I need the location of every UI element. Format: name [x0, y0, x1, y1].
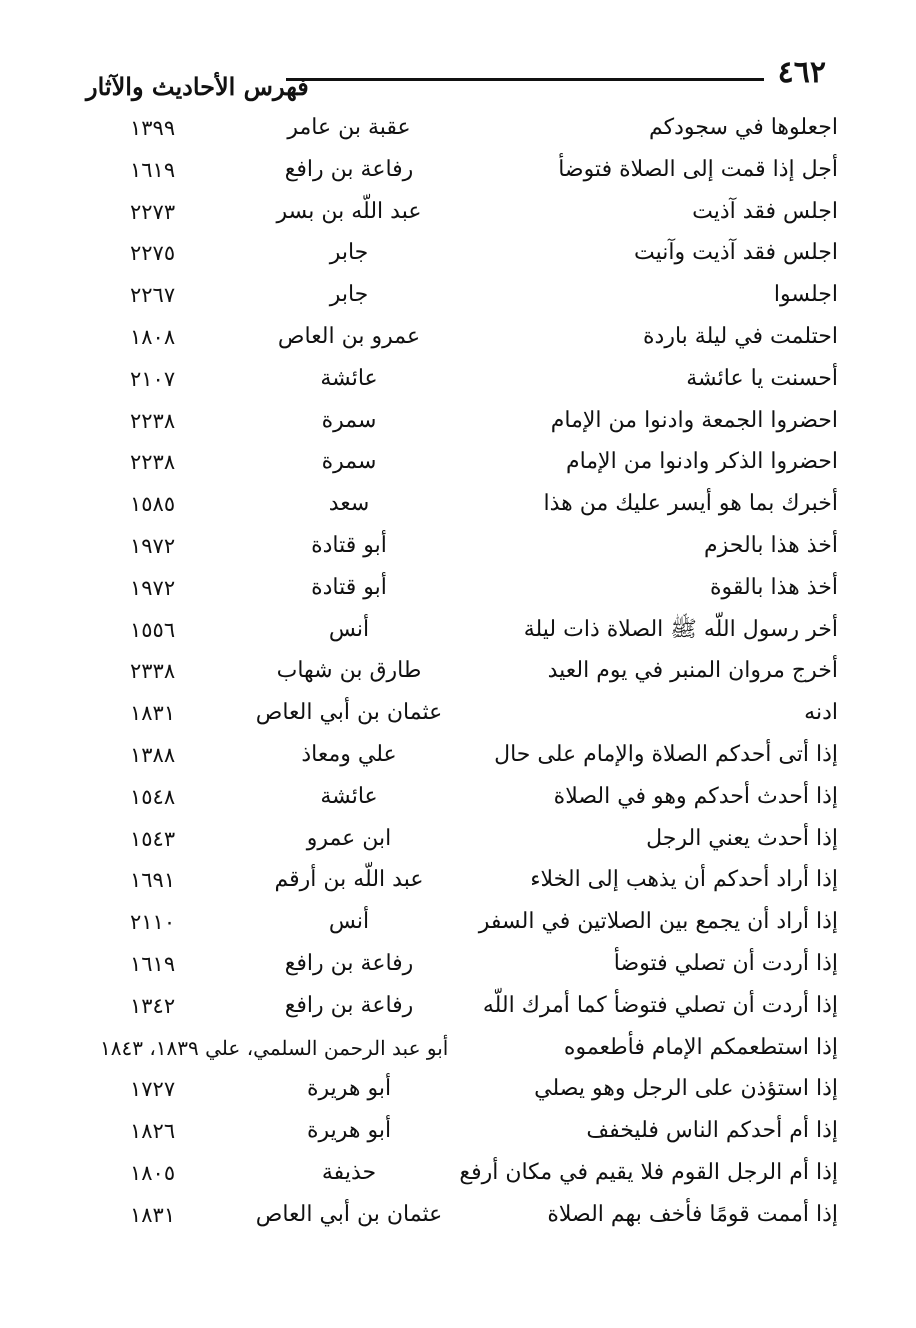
hadith-number: ٢٢٣٨	[130, 450, 176, 475]
hadith-number: ١٦٩١	[130, 868, 176, 893]
index-entry	[100, 484, 838, 526]
hadith-number: ١٩٧٢	[130, 533, 176, 558]
narrator-name: رفاعة بن رافع	[284, 156, 414, 182]
index-entry	[100, 1111, 838, 1153]
hadith-number: ٢٢٦٧	[130, 283, 176, 308]
narrator-name: سعد	[328, 491, 370, 517]
index-entry	[100, 735, 838, 777]
index-entry	[100, 819, 838, 861]
index-entry	[100, 1153, 838, 1195]
index-entry	[100, 526, 838, 568]
narrator-name: عائشة	[320, 365, 378, 391]
hadith-text: أخذ هذا بالحزم	[704, 532, 838, 558]
narrator-name: سمرة	[321, 407, 377, 433]
narrator-name: أبو هريرة	[306, 1076, 392, 1102]
hadith-index-list	[100, 108, 838, 1237]
narrator-name: أبو هريرة	[306, 1118, 392, 1144]
index-entry	[100, 192, 838, 234]
hadith-text: إذا أم الرجل القوم فلا يقيم في مكان أرفع	[459, 1159, 838, 1185]
narrator-name: عبد اللّه بن أرقم	[274, 867, 424, 893]
narrator-name: عثمان بن أبي العاص	[255, 700, 443, 726]
hadith-number: ١٥٥٦	[130, 617, 176, 642]
page-header	[86, 56, 826, 104]
hadith-number: ١٣٤٢	[130, 993, 176, 1018]
hadith-text: إذا أردت أن تصلي فتوضأ	[613, 950, 838, 976]
hadith-text: إذا استطعمكم الإمام فأطعموه	[563, 1034, 838, 1060]
hadith-text: اجلس فقد آذيت	[692, 198, 838, 224]
hadith-number: ٢٣٣٨	[130, 659, 176, 684]
hadith-number: ١٣٨٨	[130, 742, 176, 767]
index-entry	[100, 108, 838, 150]
hadith-text: اجلسوا	[773, 282, 838, 308]
hadith-text: أجل إذا قمت إلى الصلاة فتوضأ	[558, 156, 838, 182]
index-entry	[100, 233, 838, 275]
header-rule	[286, 78, 764, 81]
narrator-name: عثمان بن أبي العاص	[255, 1201, 443, 1227]
narrator-name: عائشة	[320, 783, 378, 809]
index-entry	[100, 1195, 838, 1237]
narrator-name: علي ومعاذ	[301, 741, 397, 767]
narrator-name: حذيفة	[321, 1159, 377, 1185]
narrator-name: جابر	[329, 282, 369, 308]
hadith-number: ١٨٠٨	[130, 324, 176, 349]
hadith-text: أخرج مروان المنبر في يوم العيد	[547, 658, 838, 684]
index-entry	[100, 1028, 838, 1070]
hadith-number: ١٦١٩	[130, 157, 176, 182]
hadith-number: ٢١١٠	[130, 910, 176, 935]
index-entry	[100, 777, 838, 819]
hadith-text: إذا أراد أحدكم أن يذهب إلى الخلاء	[530, 867, 838, 893]
hadith-text: احضروا الذكر وادنوا من الإمام	[565, 449, 838, 475]
hadith-number: ١٩٧٢	[130, 575, 176, 600]
running-title: فهرس الأحاديث والآثار	[86, 72, 309, 101]
narrator-name: عبد اللّه بن بسر	[276, 198, 422, 224]
hadith-number: ٢٢٧٥	[130, 241, 176, 266]
index-entry	[100, 902, 838, 944]
hadith-text: إذا استؤذن على الرجل وهو يصلي	[534, 1076, 838, 1102]
index-entry	[100, 1069, 838, 1111]
index-entry	[100, 651, 838, 693]
index-entry	[100, 568, 838, 610]
hadith-text: ادنه	[804, 700, 838, 726]
hadith-text: إذا أم أحدكم الناس فليخفف	[586, 1118, 838, 1144]
narrator-name: رفاعة بن رافع	[284, 992, 414, 1018]
index-entry	[100, 610, 838, 652]
hadith-number: ١٨٣١	[130, 1202, 176, 1227]
narrator-name: جابر	[329, 240, 369, 266]
index-entry	[100, 693, 838, 735]
narrator-name: ابن عمرو	[306, 825, 392, 851]
index-entry	[100, 317, 838, 359]
narrator-name: طارق بن شهاب	[276, 658, 422, 684]
hadith-text: أخذ هذا بالقوة	[709, 574, 838, 600]
index-entry	[100, 150, 838, 192]
index-entry	[100, 401, 838, 443]
narrator-name: أبو قتادة	[311, 574, 387, 600]
hadith-number: ٢١٠٧	[130, 366, 176, 391]
hadith-number: ٢٢٧٣	[130, 199, 176, 224]
page-number: ٤٦٢	[777, 55, 826, 90]
narrator-name: سمرة	[321, 449, 377, 475]
hadith-number: ١٣٩٩	[130, 116, 176, 140]
hadith-text: احتلمت في ليلة باردة	[643, 323, 838, 349]
narrator-name: أنس	[328, 909, 370, 935]
hadith-number: ١٥٤٣	[130, 826, 176, 851]
hadith-text: اجلس فقد آذيت وآنيت	[634, 240, 838, 266]
hadith-text: إذا أحدث يعني الرجل	[646, 825, 838, 851]
narrator-name: أنس	[328, 616, 370, 642]
hadith-number: ١٨٣١	[130, 701, 176, 726]
hadith-text: إذا أراد أن يجمع بين الصلاتين في السفر	[478, 909, 838, 935]
hadith-text: أخر رسول اللّه ﷺ الصلاة ذات ليلة	[523, 616, 838, 642]
hadith-text: إذا أتى أحدكم الصلاة والإمام على حال	[494, 741, 838, 767]
hadith-text: إذا أحدث أحدكم وهو في الصلاة	[553, 783, 838, 809]
hadith-number: ١٧٢٧	[130, 1077, 176, 1102]
hadith-text: أحسنت يا عائشة	[686, 365, 838, 391]
hadith-number: ١٦١٩	[130, 951, 176, 976]
index-entry	[100, 860, 838, 902]
index-entry	[100, 359, 838, 401]
index-entry	[100, 442, 838, 484]
hadith-text: إذا أردت أن تصلي فتوضأ كما أمرك اللّه	[482, 992, 838, 1018]
narrator-name: أبو عبد الرحمن السلمي، علي ١٨٣٩، ١٨٤٣	[100, 1035, 449, 1060]
index-entry	[100, 944, 838, 986]
narrator-name: رفاعة بن رافع	[284, 950, 414, 976]
hadith-text: إذا أممت قومًا فأخف بهم الصلاة	[547, 1201, 838, 1227]
hadith-number: ٢٢٣٨	[130, 408, 176, 433]
hadith-number: ١٥٤٨	[130, 784, 176, 809]
hadith-number: ١٥٨٥	[130, 492, 176, 517]
hadith-text: أخبرك بما هو أيسر عليك من هذا	[543, 491, 838, 517]
index-entry	[100, 986, 838, 1028]
narrator-name: عمرو بن العاص	[277, 323, 421, 349]
narrator-name: عقبة بن عامر	[287, 115, 411, 140]
hadith-number: ١٨٢٦	[130, 1119, 176, 1144]
hadith-text: احضروا الجمعة وادنوا من الإمام	[550, 407, 838, 433]
narrator-name: أبو قتادة	[311, 532, 387, 558]
hadith-number: ١٨٠٥	[130, 1160, 176, 1185]
hadith-text: اجعلوها في سجودكم	[648, 115, 838, 140]
index-entry	[100, 275, 838, 317]
